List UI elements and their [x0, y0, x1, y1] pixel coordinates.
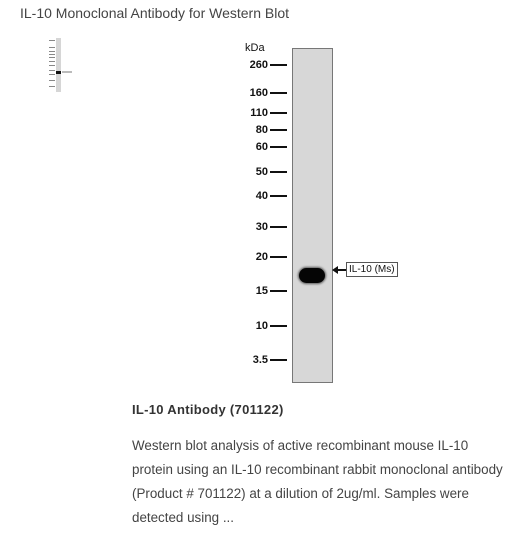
marker-label: 50: [255, 166, 268, 178]
marker-label: 15: [255, 285, 268, 297]
thumbnail-marker-tick: [49, 40, 55, 41]
marker-label: 110: [250, 107, 268, 119]
thumbnail-marker-tick: [49, 51, 55, 52]
marker-160: [240, 86, 290, 100]
thumbnail-marker-tick: [49, 57, 55, 58]
marker-tick: [270, 112, 287, 114]
blot-lane: [292, 48, 333, 383]
thumbnail-marker-tick: [49, 70, 55, 71]
marker-tick: [270, 325, 287, 327]
caption-title: IL-10 Antibody (701122): [132, 402, 284, 417]
marker-tick: [270, 359, 287, 361]
thumbnail-marker-tick: [49, 86, 55, 87]
marker-tick: [270, 290, 287, 292]
western-blot-thumbnail[interactable]: [47, 38, 75, 92]
marker-15: [240, 284, 290, 298]
thumbnail-marker-tick: [49, 74, 55, 75]
marker-tick: [270, 171, 287, 173]
marker-3-5: [240, 353, 290, 367]
marker-label: 30: [255, 221, 268, 233]
marker-label: 40: [255, 190, 268, 202]
marker-50: [240, 165, 290, 179]
marker-label: 260: [249, 59, 268, 71]
marker-40: [240, 189, 290, 203]
thumbnail-lane: [56, 38, 61, 92]
marker-label: 80: [255, 124, 268, 136]
marker-10: [240, 319, 290, 333]
kda-label: kDa: [245, 42, 265, 54]
marker-label: 160: [249, 87, 268, 99]
marker-tick: [270, 226, 287, 228]
marker-tick: [270, 92, 287, 94]
page-title: IL-10 Monoclonal Antibody for Western Blot: [20, 5, 290, 21]
marker-label: 20: [255, 251, 268, 263]
caption-text: Western blot analysis of active recombinant mouse IL-10 protein using an IL-10 recombinant rabbit monoclonal antibody (Product # 701122) at a dilution of 2ug/ml. Samples were detected using ...: [132, 438, 503, 525]
marker-label: 60: [255, 141, 268, 153]
marker-80: [240, 123, 290, 137]
marker-tick: [270, 195, 287, 197]
thumbnail-marker-tick: [49, 61, 55, 62]
marker-20: [240, 250, 290, 264]
marker-30: [240, 220, 290, 234]
western-blot-image: [240, 38, 420, 388]
protein-band: [299, 268, 325, 283]
thumbnail-band: [56, 71, 61, 74]
thumbnail-band-label: [62, 71, 72, 73]
marker-60: [240, 140, 290, 154]
marker-label: 10: [255, 320, 268, 332]
thumbnail-marker-tick: [49, 54, 55, 55]
marker-tick: [270, 146, 287, 148]
band-label: IL-10 (Ms): [346, 262, 398, 277]
marker-tick: [270, 256, 287, 258]
marker-tick: [270, 129, 287, 131]
marker-260: [240, 58, 290, 72]
marker-110: [240, 106, 290, 120]
thumbnail-marker-tick: [49, 47, 55, 48]
marker-label: 3.5: [252, 354, 268, 366]
thumbnail-marker-tick: [49, 65, 55, 66]
thumbnail-marker-tick: [49, 80, 55, 81]
marker-tick: [270, 64, 287, 66]
